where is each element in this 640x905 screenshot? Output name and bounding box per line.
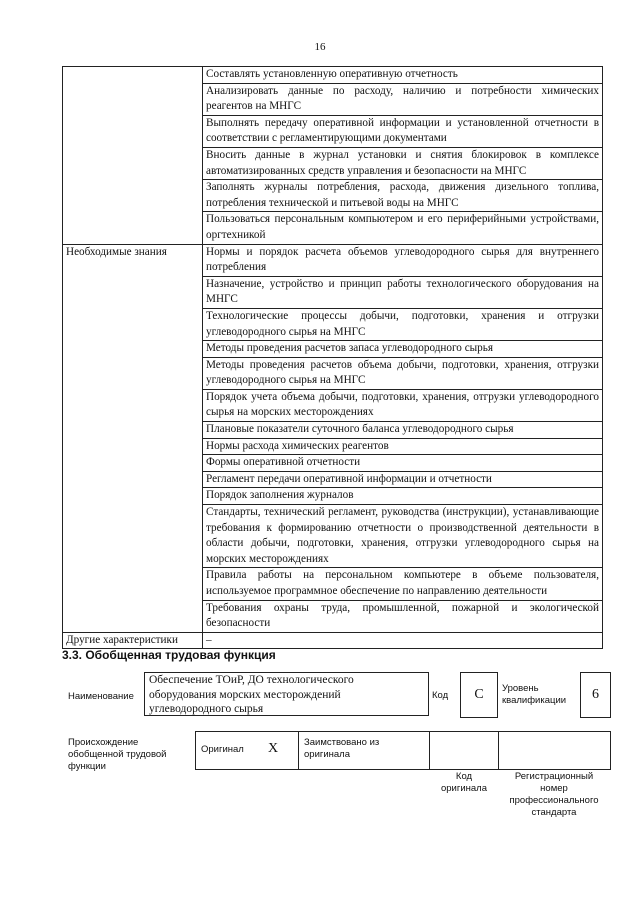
table-cell: Стандарты, технический регламент, руководства (инструкции), устанавливающие требования к формированию отчетности о производственной деятельности в области добычи, подготовки, хранения, отгрузки углеводородного сырья на морских месторождениях [203,505,603,568]
code-label: Код [432,690,449,701]
code-value: C [460,672,498,718]
code-caption: Код оригинала [440,771,487,794]
level-value: 6 [580,672,611,718]
table-cell: Пользоваться персональным компьютером и его периферийными устройствами, оргтехникой [203,212,603,244]
table-cell: Регламент передачи оперативной информации и отчетности [203,471,603,488]
page-number: 16 [314,41,326,53]
table-cell: Плановые показатели суточного баланса углеводородного сырья [203,422,603,439]
table-cell: Выполнять передачу оперативной информации и установленной отчетности в соответствии с регламентирующими документами [203,115,603,147]
table-cell: Анализировать данные по расходу, наличию и потребности химических реагентов на МНГС [203,83,603,115]
table-cell: Методы проведения расчетов запаса углеводородного сырья [203,341,603,358]
table-row [63,67,603,84]
origin-label: Происхождение обобщенной трудовой функции [68,737,167,772]
table-cell: Нормы и порядок расчета объемов углеводородного сырья для внутреннего потребления [203,244,603,276]
table-cell: Назначение, устройство и принцип работы технологического оборудования на МНГС [203,276,603,308]
table-cell: Заполнять журналы потребления, расхода, движения дизельного топлива, потребления технической и питьевой воды на МНГС [203,180,603,212]
table-cell: Требования охраны труда, промышленной, пожарной и экологической безопасности [203,600,603,632]
table-cell: – [203,632,603,649]
table-cell: Составлять установленную оперативную отчетность [203,67,603,84]
reg-caption: Регистрационный номер профессионального стандарта [509,771,599,818]
naming-label: Наименование [68,691,134,702]
original-mark: Х [268,741,279,756]
original-cell [195,731,301,770]
level-label: Уровень квалификации [502,683,567,706]
table-cell: Порядок учета объема добычи, подготовки, хранения, отгрузки углеводородного сырья на морских месторождениях [203,389,603,421]
table-cell: Методы проведения расчетов объема добычи, подготовки, хранения, отгрузки углеводородного сырья на МНГС [203,357,603,389]
reg-number-cell [498,731,611,770]
naming-value: Обеспечение ТОиР, ДО технологического оборудования морских месторождений углеводородного сырья [144,672,429,716]
table-row [63,244,603,276]
borrowed-cell [298,731,431,770]
table-cell: Формы оперативной отчетности [203,455,603,472]
original-code-cell [429,731,500,770]
table-cell: Вносить данные в журнал установки и снятия блокировок в комплексе автоматизированных средств управления и безопасности на МНГС [203,147,603,179]
row-group-label: Другие характеристики [63,632,203,649]
table-cell: Порядок заполнения журналов [203,488,603,505]
table-cell: Нормы расхода химических реагентов [203,438,603,455]
table-cell: Правила работы на персональном компьютере в объеме пользователя, используемое программное обеспечение по направлению деятельности [203,568,603,600]
borrowed-label: Заимствовано из оригинала [304,737,380,760]
requirements-table [62,66,603,649]
row-group-label [63,67,203,245]
row-group-label: Необходимые знания [63,244,203,632]
function-heading: 3.3. Обобщенная трудовая функция [62,648,276,662]
table-row [63,632,603,649]
original-label: Оригинал [201,744,244,755]
table-cell: Технологические процессы добычи, подготовки, хранения и отгрузки углеводородного сырья на МНГС [203,308,603,340]
